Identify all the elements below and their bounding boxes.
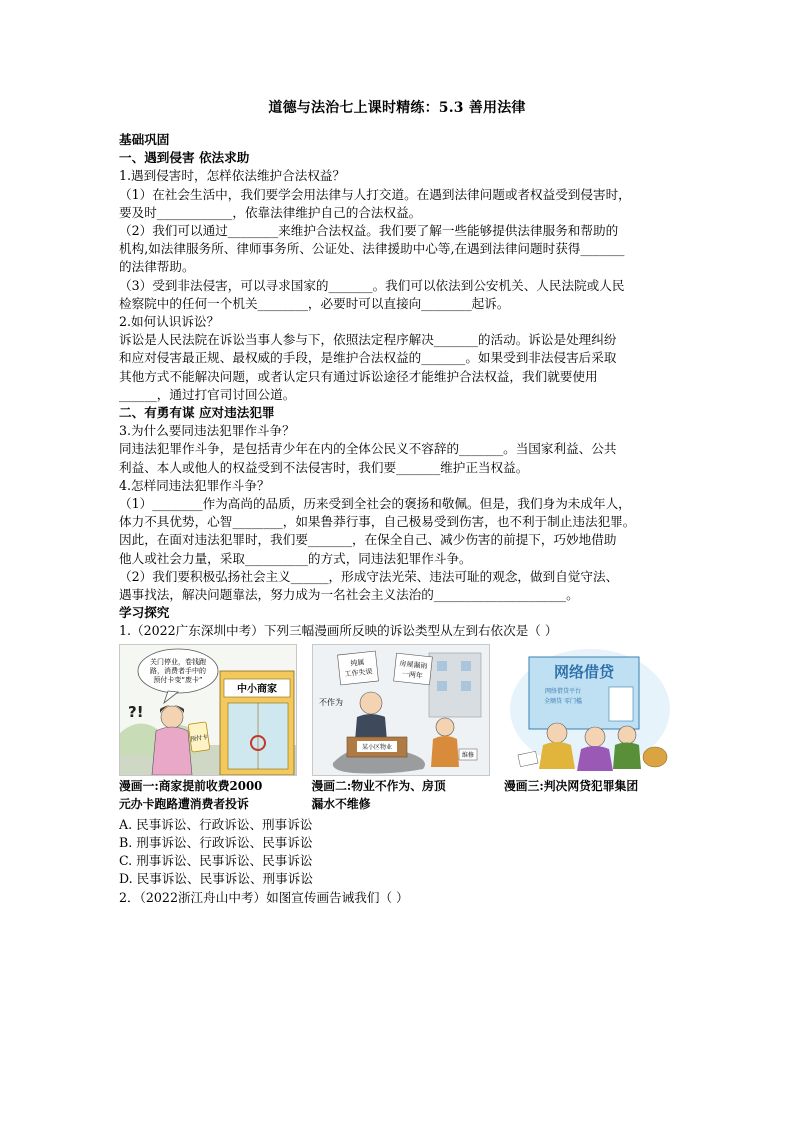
option-b[interactable]: B. 刑事诉讼、行政诉讼、民事诉讼 xyxy=(119,834,313,850)
section-heading: 学习探究 xyxy=(119,605,170,621)
comic-1-image xyxy=(119,644,297,776)
option-d[interactable]: D. 民事诉讼、民事诉讼、刑事诉讼 xyxy=(119,871,313,887)
section-heading: 基础巩固 xyxy=(119,132,170,147)
card-label: 预付卡 xyxy=(189,733,209,743)
bubble-line-3: 预付卡变“废卡” xyxy=(153,675,203,684)
text-line: （1）在社会生活中，我们要学会用法律与人打交道。在遇到法律问题或者权益受到侵害时， xyxy=(119,186,631,202)
paper-2-line-2: 一两年 xyxy=(401,669,423,680)
question-2: 2．（2022浙江舟山中考）如图宣传画告诫我们（ ） xyxy=(119,889,409,905)
paper-1-line-2: 工作失误 xyxy=(343,667,373,679)
text-line: 机构,如法律服务所、律师事务所、公证处、法律援助中心等,在遇到法律问题时获得_______ xyxy=(119,241,625,257)
text-line: 他人或社会力量，采取__________的方式，同违法犯罪作斗争。 xyxy=(119,550,472,566)
text-line: ______，通过打官司讨回公道。 xyxy=(119,386,296,402)
content xyxy=(119,131,679,907)
option-a[interactable]: A. 民事诉讼、行政诉讼、刑事诉讼 xyxy=(119,816,313,832)
text-line: 1.遇到侵害时，怎样依法维护合法权益？ xyxy=(119,168,346,184)
comic-3-caption-l1: 漫画三:判决网贷犯罪集团 xyxy=(504,778,639,793)
board-line-1: 网络借贷平台 xyxy=(544,687,582,695)
text-line: 3.为什么要同违法犯罪作斗争？ xyxy=(119,423,295,439)
comic-2-caption-l1: 漫画二:物业不作为、房顶 xyxy=(311,778,446,793)
text-body xyxy=(119,131,679,641)
comic-2-caption-l2: 漏水不维修 xyxy=(311,796,371,811)
text-line: 要及时____________，依靠法律维护自己的合法权益。 xyxy=(119,204,422,220)
comic-1-caption-l1: 漫画一:商家提前收费2000 xyxy=(119,778,263,793)
comic-2-image xyxy=(312,644,490,776)
section-heading: 二、有勇有谋 应对违法犯罪 xyxy=(119,405,275,421)
text-line: （2）我们可以通过________来维护合法权益。我们要了解一些能够提供法律服务和帮助的 xyxy=(119,223,619,239)
comic-3 xyxy=(504,644,674,812)
text-line: 诉讼是人民法院在诉讼当事人参与下，依照法定程序解决_______的活动。诉讼是处理纠纷 xyxy=(119,332,617,348)
text-line: 2.如何认识诉讼？ xyxy=(119,314,220,330)
text-line: 因此，在面对违法犯罪时，我们要_______，在保全自己、减少伤害的前提下，巧妙地借助 xyxy=(119,532,617,548)
comic-2 xyxy=(312,644,490,812)
text-line: （3）受到非法侵害，可以寻求国家的_______。我们可以依法到公安机关、人民法院或人民 xyxy=(119,277,625,293)
page-title: 道德与法治七上课时精练：5.3 善用法律 xyxy=(268,100,526,116)
text-line: 体力不具优势，心智________，如果鲁莽行事，自己极易受到伤害，也不利于制止违法犯罪。 xyxy=(119,514,636,530)
shop-sign: 中小商家 xyxy=(237,683,277,695)
bubble-line-2: 路，消费者手中的 xyxy=(150,666,206,675)
answer-options xyxy=(119,816,679,907)
bubble-line-1: 关门停业，卷钱跑 xyxy=(150,657,206,666)
text-line: 检察院中的任何一个机关________，必要时可以直接向________起诉。 xyxy=(119,295,510,311)
paper-1-line-1: 纯属 xyxy=(349,658,365,668)
option-c[interactable]: C. 刑事诉讼、民事诉讼、民事诉讼 xyxy=(119,853,313,869)
text-line: 其他方式不能解决问题，或者认定只有通过诉讼途径才能维护合法权益，我们就要使用 xyxy=(119,368,598,384)
comic-row xyxy=(119,644,674,812)
board-title: 网络借贷 xyxy=(553,662,615,681)
text-line: 同违法犯罪作斗争，是包括青少年在内的全体公民义不容辞的_______。当国家利益、公共 xyxy=(119,441,617,457)
text-line: 1.（2022广东深圳中考）下列三幅漫画所反映的诉讼类型从左到右依次是（ ） xyxy=(119,623,558,639)
text-line: 的法律帮助。 xyxy=(119,259,195,275)
comic-1-caption-l2: 元办卡跑路遭消费者投诉 xyxy=(119,796,249,811)
text-line: 4.怎样同违法犯罪作斗争？ xyxy=(119,477,270,493)
section-heading: 一、遇到侵害 依法求助 xyxy=(119,150,250,166)
text-line: （2）我们要积极弘扬社会主义______，形成守法光荣、违法可耻的观念，做到自觉守法、 xyxy=(119,568,619,584)
sign-left: 不作为 xyxy=(318,697,343,707)
board-line-2: 全额贷 零门槛 xyxy=(544,697,582,705)
paper-2-line-1: 房屋漏雨 xyxy=(398,659,428,671)
text-line: （1）________作为高尚的品质，历来受到全社会的褒扬和敬佩。但是，我们身为未成年人， xyxy=(119,496,631,512)
comic-3-image xyxy=(504,644,674,776)
exclaim-mark: ?! xyxy=(128,702,144,721)
text-line: 和应对侵害最正规、最权威的手段，是维护合法权益的_______。如果受到非法侵害后采取 xyxy=(119,350,617,366)
text-line: 遇事找法，解决问题靠法，努力成为一名社会主义法治的_____________________。 xyxy=(119,587,579,603)
comic-1 xyxy=(119,644,297,812)
desk-label: 某小区物业 xyxy=(361,743,392,751)
text-line: 利益、本人或他人的权益受到不法侵害时，我们要_______维护正当权益。 xyxy=(119,459,529,475)
repair-tag: 维修 xyxy=(461,751,474,759)
